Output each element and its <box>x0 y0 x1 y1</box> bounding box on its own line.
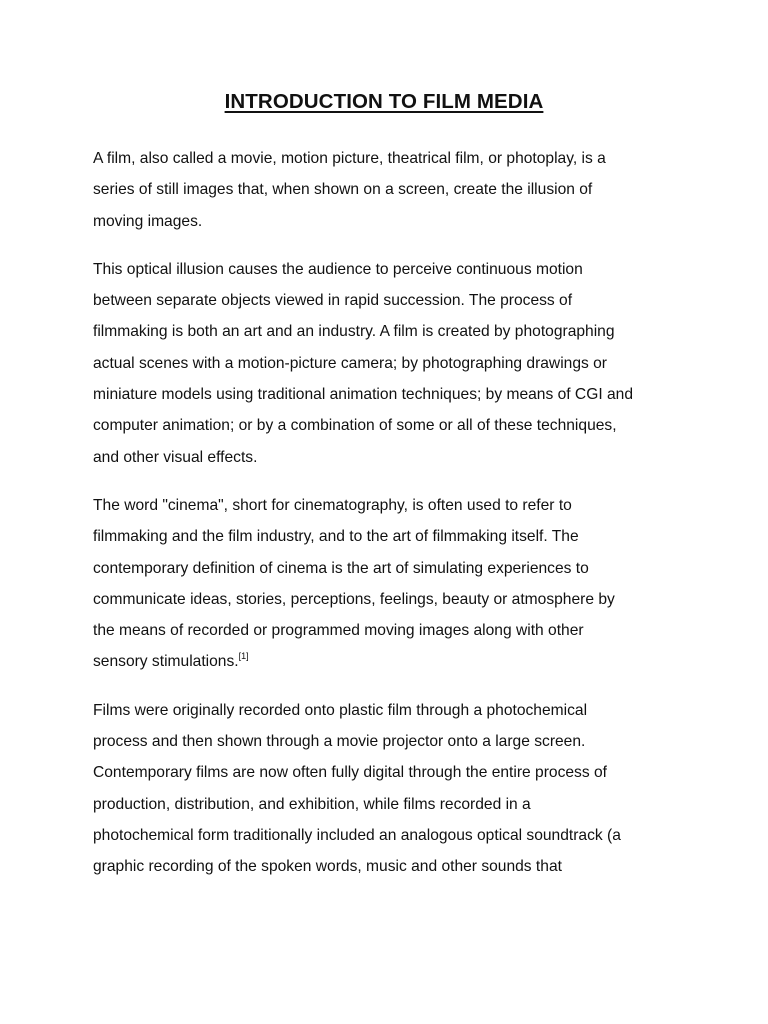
paragraph-3-line-3: contemporary definition of cinema is the art of simulating experiences to <box>93 559 589 577</box>
paragraph-2-line-7: and other visual effects. <box>93 448 258 466</box>
paragraph-2-line-4: actual scenes with a motion-picture camera; by photographing drawings or <box>93 354 607 372</box>
paragraph-2-line-5: miniature models using traditional animation techniques; by means of CGI and <box>93 386 634 404</box>
paragraph-1-line-3: moving images. <box>93 212 203 230</box>
paragraph-4-line-5: photochemical form traditionally included an analogous optical soundtrack (a <box>93 826 621 844</box>
paragraph-2 <box>93 254 683 473</box>
document-body <box>93 143 683 900</box>
paragraph-2-line-1: This optical illusion causes the audience to perceive continuous motion <box>93 260 583 278</box>
paragraph-3-line-6 <box>93 646 683 677</box>
paragraph-4 <box>93 695 683 883</box>
paragraph-1-line-1: A film, also called a movie, motion picture, theatrical film, or photoplay, is a <box>93 150 606 167</box>
paragraph-1 <box>93 143 683 237</box>
paragraph-4-line-1: Films were originally recorded onto plastic film through a photochemical <box>93 701 588 719</box>
paragraph-3-line-4: communicate ideas, stories, perceptions, feelings, beauty or atmosphere by <box>93 590 615 608</box>
paragraph-3-line-5: the means of recorded or programmed moving images along with other <box>93 622 584 640</box>
paragraph-3-line-1: The word "cinema", short for cinematography, is often used to refer to <box>93 496 572 514</box>
paragraph-3 <box>93 490 683 678</box>
paragraph-1-line-2: series of still images that, when shown on a screen, create the illusion of <box>93 181 593 199</box>
paragraph-4-line-3: Contemporary films are now often fully digital through the entire process of <box>93 764 607 782</box>
paragraph-2-line-6: computer animation; or by a combination of some or all of these techniques, <box>93 417 617 435</box>
document-title: INTRODUCTION TO FILM MEDIA <box>224 90 544 113</box>
footnote-reference[interactable]: [1] <box>238 651 249 662</box>
paragraph-4-line-2: process and then shown through a movie projector onto a large screen. <box>93 733 586 751</box>
paragraph-4-line-6: graphic recording of the spoken words, music and other sounds that <box>93 858 562 876</box>
paragraph-3-line-2: filmmaking and the film industry, and to the art of filmmaking itself. The <box>93 528 579 546</box>
paragraph-3-line-6-text: sensory stimulations. <box>93 653 239 671</box>
paragraph-2-line-3: filmmaking is both an art and an industry. A film is created by photographing <box>93 323 615 341</box>
paragraph-2-line-2: between separate objects viewed in rapid succession. The process of <box>93 292 573 310</box>
paragraph-4-line-4: production, distribution, and exhibition, while films recorded in a <box>93 795 531 813</box>
